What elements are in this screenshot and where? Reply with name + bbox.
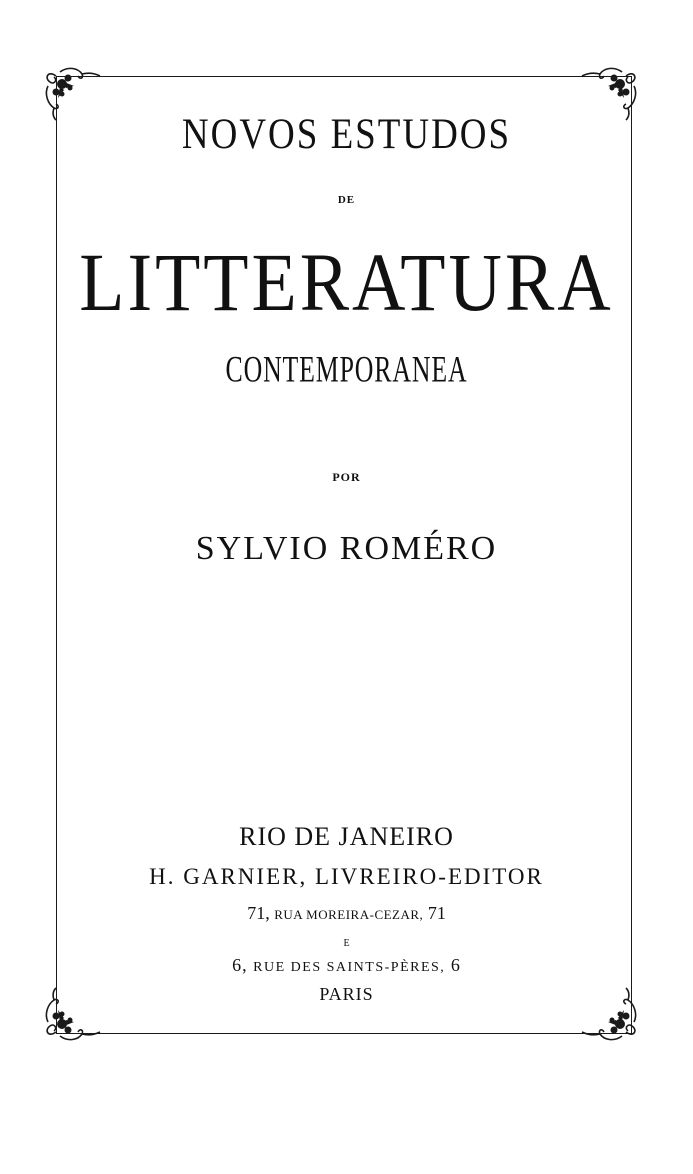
address-number-end: 6 — [450, 955, 461, 975]
title-line-1: NOVOS ESTUDOS — [181, 110, 512, 159]
address-number-start: 6, — [232, 955, 248, 975]
imprint-city: RIO DE JANEIRO — [239, 822, 454, 851]
author-name: SYLVIO ROMÉRO — [195, 530, 498, 567]
imprint-address-rio — [0, 904, 693, 922]
imprint-publisher: H. GARNIER, LIVREIRO-EDITOR — [149, 864, 544, 889]
imprint-conjunction: E — [343, 938, 350, 949]
subtitle: CONTEMPORANEA — [225, 348, 468, 390]
address-number-start: 71, — [247, 903, 270, 923]
main-title: LITTERATURA — [79, 237, 614, 329]
address-number-end: 71 — [427, 903, 446, 923]
title-connector: DE — [337, 194, 356, 206]
imprint-address-paris — [0, 956, 693, 975]
byline-prefix: POR — [332, 470, 361, 484]
address-street: RUA MOREIRA-CEZAR, — [274, 907, 424, 922]
address-street: RUE DES SAINTS-PÈRES, — [253, 960, 446, 975]
imprint-city-paris: PARIS — [319, 984, 374, 1004]
